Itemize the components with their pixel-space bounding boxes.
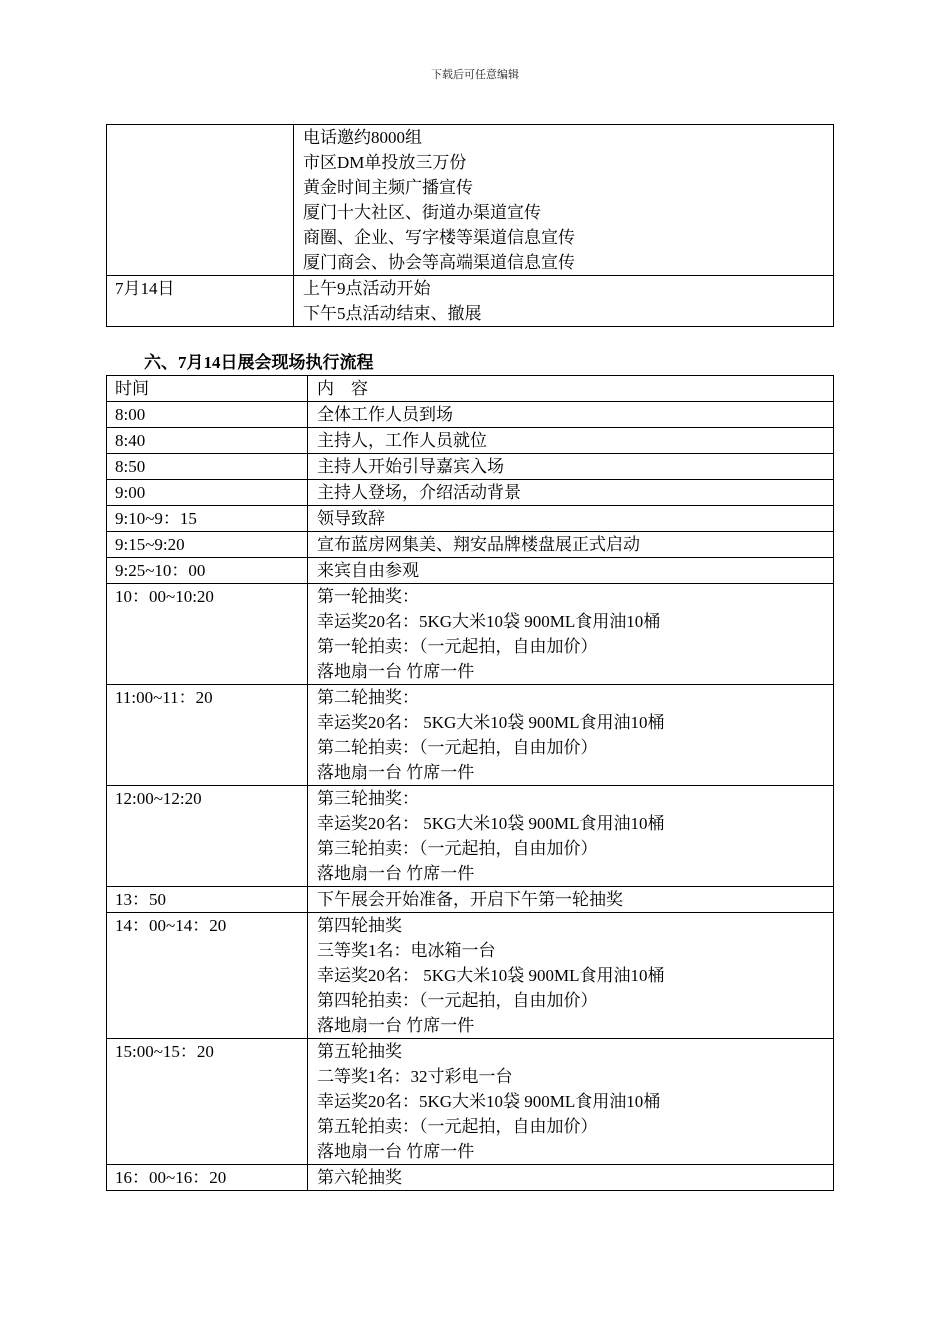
table-row — [107, 532, 834, 558]
time-cell: 8:40 — [107, 428, 308, 454]
time-cell: 12:00~12:20 — [107, 786, 308, 887]
content-line: 落地扇一台 竹席一件 — [317, 864, 475, 883]
time-cell: 16：00~16：20 — [107, 1165, 308, 1191]
content-cell — [294, 125, 834, 276]
content-line: 第二轮抽奖： — [317, 688, 419, 707]
content-line: 落地扇一台 竹席一件 — [317, 763, 475, 782]
content-line: 下午5点活动结束、撤展 — [303, 304, 482, 323]
time-cell: 8:00 — [107, 402, 308, 428]
content-line: 宣布蓝房网集美、翔安品牌楼盘展正式启动 — [317, 535, 640, 554]
content-line: 幸运奖20名：5KG大米10袋 900ML食用油10桶 — [317, 1092, 661, 1111]
time-cell: 9:15~9:20 — [107, 532, 308, 558]
header-time: 时间 — [107, 376, 308, 402]
content-line: 电话邀约8000组 — [303, 128, 422, 147]
content-line: 第四轮拍卖：（一元起拍，自由加价） — [317, 991, 598, 1010]
time-cell: 9:10~9：15 — [107, 506, 308, 532]
time-cell — [107, 125, 294, 276]
content-line: 幸运奖20名： 5KG大米10袋 900ML食用油10桶 — [317, 966, 665, 985]
content-line: 落地扇一台 竹席一件 — [317, 662, 475, 681]
content-line: 商圈、企业、写字楼等渠道信息宣传 — [303, 228, 575, 247]
time-cell: 9:00 — [107, 480, 308, 506]
time-cell: 10：00~10:20 — [107, 584, 308, 685]
section-title: 六、7月14日展会现场执行流程 — [144, 353, 374, 372]
content-line: 上午9点活动开始 — [303, 279, 431, 298]
time-cell: 14：00~14：20 — [107, 913, 308, 1039]
content-line: 全体工作人员到场 — [317, 405, 453, 424]
table-row — [107, 125, 834, 276]
content-line: 市区DM单投放三万份 — [303, 153, 467, 172]
table-row — [107, 887, 834, 913]
content-cell — [308, 480, 834, 506]
content-cell — [308, 532, 834, 558]
time-cell: 11:00~11：20 — [107, 685, 308, 786]
flow-table — [106, 375, 834, 1191]
content-cell — [308, 428, 834, 454]
content-cell — [308, 402, 834, 428]
table-row — [107, 402, 834, 428]
content-cell — [308, 685, 834, 786]
content-line: 幸运奖20名： 5KG大米10袋 900ML食用油10桶 — [317, 713, 665, 732]
table-row — [107, 1165, 834, 1191]
time-cell: 15:00~15：20 — [107, 1039, 308, 1165]
content-line: 主持人开始引导嘉宾入场 — [317, 457, 504, 476]
table-row — [107, 1039, 834, 1165]
content-line: 第五轮抽奖 — [317, 1042, 402, 1061]
content-line: 厦门商会、协会等高端渠道信息宣传 — [303, 253, 575, 272]
content-line: 第五轮拍卖：（一元起拍，自由加价） — [317, 1117, 598, 1136]
content-cell — [308, 454, 834, 480]
content-cell — [308, 558, 834, 584]
content-line: 幸运奖20名： 5KG大米10袋 900ML食用油10桶 — [317, 814, 665, 833]
content-line: 二等奖1名：32寸彩电一台 — [317, 1067, 513, 1086]
table-row — [107, 913, 834, 1039]
content-line: 幸运奖20名：5KG大米10袋 900ML食用油10桶 — [317, 612, 661, 631]
content-line: 三等奖1名：电冰箱一台 — [317, 941, 496, 960]
table-row — [107, 786, 834, 887]
content-line: 第二轮拍卖：（一元起拍，自由加价） — [317, 738, 598, 757]
table-row — [107, 584, 834, 685]
content-line: 厦门十大社区、街道办渠道宣传 — [303, 203, 541, 222]
content-line: 主持人登场，介绍活动背景 — [317, 483, 521, 502]
content-cell — [308, 786, 834, 887]
time-cell: 9:25~10：00 — [107, 558, 308, 584]
content-line: 第六轮抽奖 — [317, 1168, 402, 1187]
content-line: 第一轮抽奖： — [317, 587, 419, 606]
content-line: 第三轮抽奖： — [317, 789, 419, 808]
content-cell — [308, 1039, 834, 1165]
content-line: 落地扇一台 竹席一件 — [317, 1142, 475, 1161]
table-row — [107, 428, 834, 454]
table-row — [107, 480, 834, 506]
content-line: 黄金时间主频广播宣传 — [303, 178, 473, 197]
content-cell — [308, 913, 834, 1039]
content-line: 领导致辞 — [317, 509, 385, 528]
content-line: 来宾自由参观 — [317, 561, 419, 580]
time-cell: 7月14日 — [107, 276, 294, 327]
table-row — [107, 276, 834, 327]
table-row — [107, 454, 834, 480]
content-line: 主持人，工作人员就位 — [317, 431, 487, 450]
content-line: 落地扇一台 竹席一件 — [317, 1016, 475, 1035]
time-cell: 13：50 — [107, 887, 308, 913]
content-cell — [308, 887, 834, 913]
content-cell — [308, 506, 834, 532]
table-row — [107, 506, 834, 532]
time-cell: 8:50 — [107, 454, 308, 480]
schedule-table — [106, 124, 834, 327]
content-cell — [294, 276, 834, 327]
content-cell — [308, 584, 834, 685]
content-line: 第四轮抽奖 — [317, 916, 402, 935]
table-header-row — [107, 376, 834, 402]
content-line: 下午展会开始准备，开启下午第一轮抽奖 — [317, 890, 623, 909]
content-cell — [308, 1165, 834, 1191]
table-row — [107, 558, 834, 584]
content-line: 第三轮拍卖：（一元起拍，自由加价） — [317, 839, 598, 858]
content-line: 第一轮拍卖：（一元起拍，自由加价） — [317, 637, 598, 656]
page-header: 下载后可任意编辑 — [431, 69, 519, 81]
table-row — [107, 685, 834, 786]
header-content: 内 容 — [308, 376, 834, 402]
